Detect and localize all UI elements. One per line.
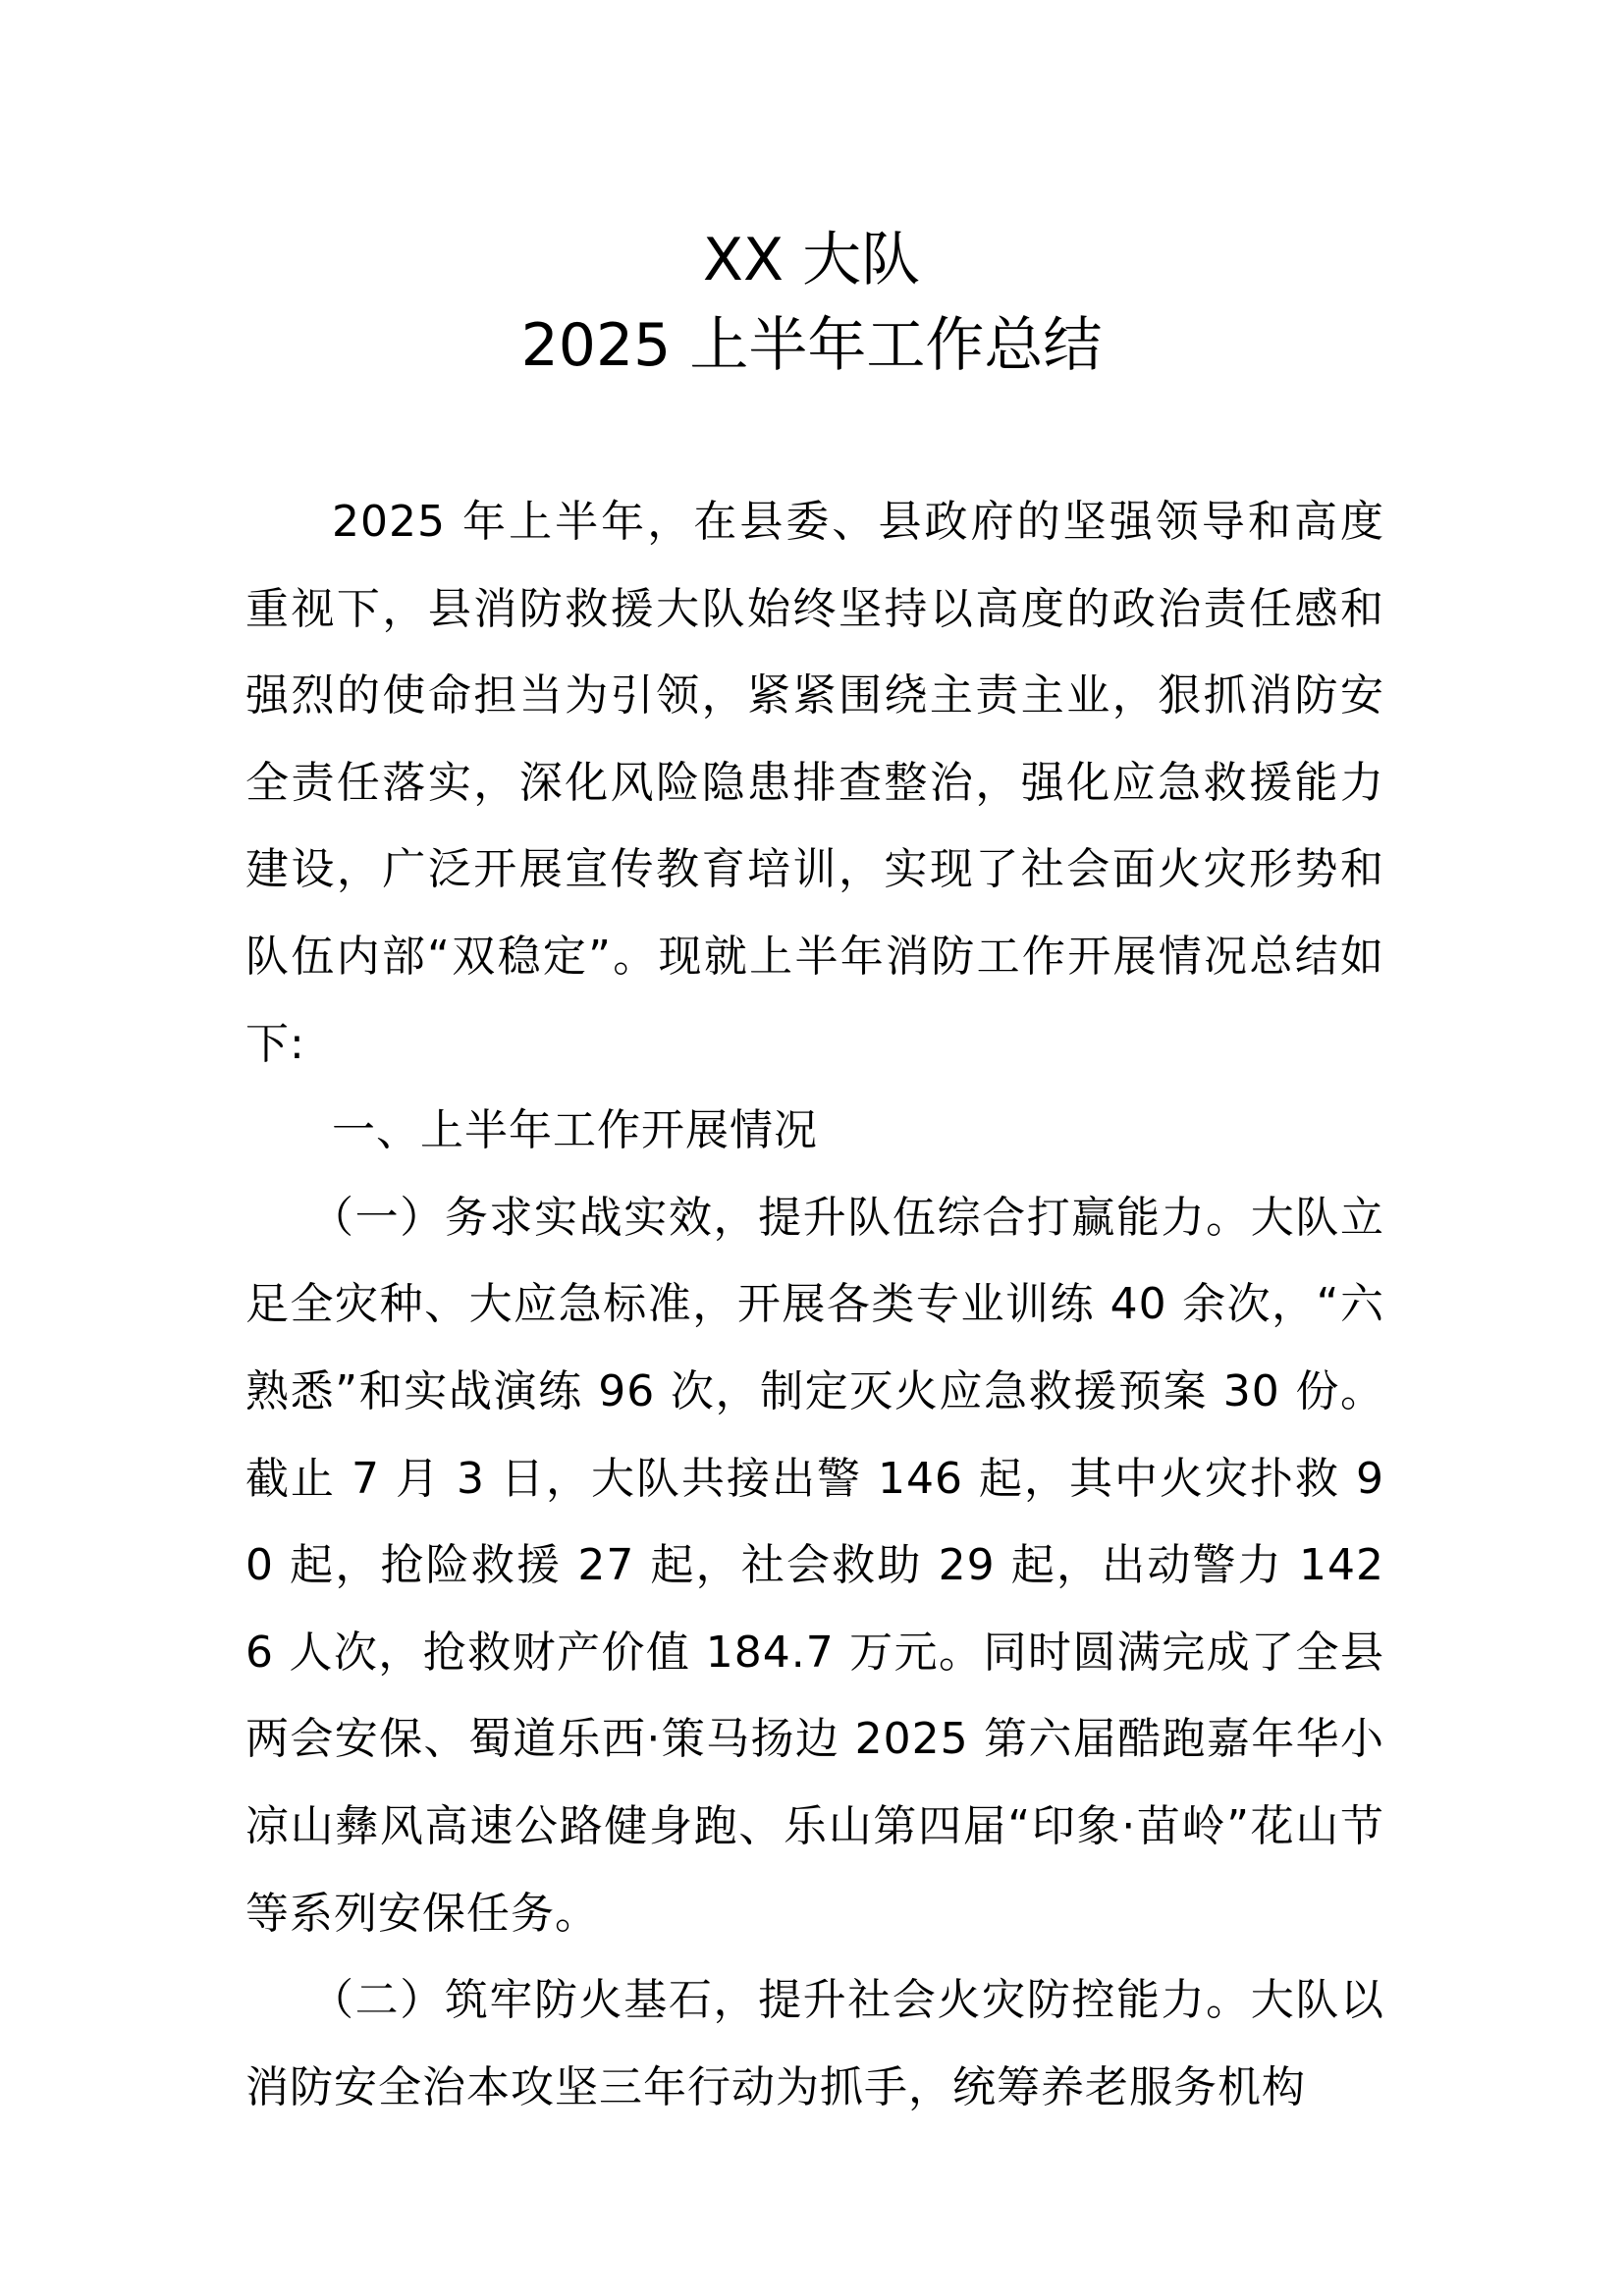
document-title-line2: 2025 上半年工作总结 [520, 311, 1103, 380]
document-body [245, 479, 1384, 2131]
subsection-paragraph-2: （二）筑牢防火基石，提升社会火灾防控能力。大队以消防安全治本攻坚三年行动为抓手，统筹养老服务机构 [245, 1975, 1384, 2112]
section-heading: 一、上半年工作开展情况 [332, 1105, 818, 1156]
subsection-paragraph-1: （一）务求实战实效，提升队伍综合打赢能力。大队立足全灾种、大应急标准，开展各类专业训练 40 余次，“六熟悉”和实战演练 96 次，制定灭火应急救援预案 30 份。截止 7 月 3 日，大队共接出警 146 起，其中火灾扑救 90 起，抢险救援 27 起，社会救助 29 起，出动警力 1426 人次，抢救财产价值 184.7 万元。同时圆满完成了全县两会安保、蜀道乐西·策马扬边 2025 第六届酷跑嘉年华小凉山彝风高速公路健身跑、乐山第四届“印象·苗岭”花山节等系列安保任务。 [245, 1192, 1384, 1939]
document-title-line1: XX 大队 [702, 226, 921, 294]
intro-paragraph: 2025 年上半年，在县委、县政府的坚强领导和高度重视下，县消防救援大队始终坚持以高度的政治责任感和强烈的使命担当为引领，紧紧围绕主责主业，狠抓消防安全责任落实，深化风险隐患排查整治，强化应急救援能力建设，广泛开展宣传教育培训，实现了社会面火灾形势和队伍内部“双稳定”。现就上半年消防工作开展情况总结如下: [245, 497, 1384, 1069]
